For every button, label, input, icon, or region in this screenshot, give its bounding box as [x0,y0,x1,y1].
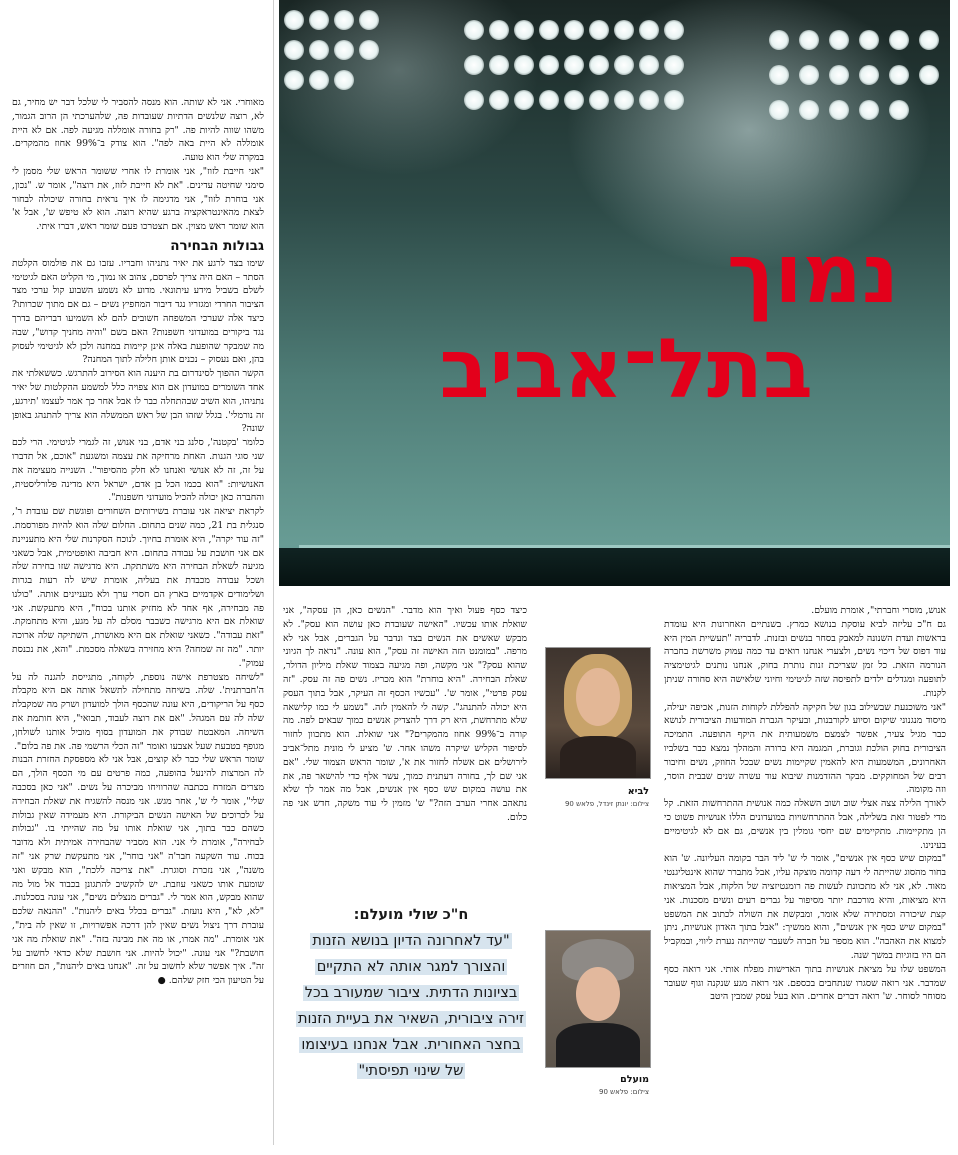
photo-caption-credit: צילום: פלאש 90 [599,1088,649,1096]
left-column [12,96,264,1131]
section-heading: גבולות הבחירה [170,237,264,254]
stage-floor [279,548,950,586]
photo-moalem [545,930,651,1068]
pull-quote [293,904,529,1084]
headline-line-1: נמוך [726,227,899,322]
hero-image [279,0,950,586]
photo-levi [545,647,651,779]
article-intro: מאוחרי. אני לא שותה. הוא מנסה להסביר לי שלכל דבר יש מחיר, גם לא, רוצה שלנשים הדתיות שעובדות פה, שלהערכתי הן הרוב הגמור, משהו שווה להיות פה. "רק בחורה אומללה מגיעה לפה. אם לא היית אומללה לא היית באה לפה". הוא צודק ב־99% אחוז מהמקרים. במקרה שלי הוא טועה. "אני חייבת לזוז", אני אומרת לו אחרי ששומר הראש שלי מסמן לי סימני שחיטה עדינים. "את לא חייבת לזוז, את רוצה", אומר ש. "נכון, אני בוחרת לזוז", אני מדגימה לו איך נראית בחורה שיכולה לבחור לצאת מהאינטראקציה ברגע שהיא רוצה. הוא לא טיפש ש', אבל א' הוא שומר ראש מצוין. אם תצטרכו פעם שומר ראש, דברו איתי. [12,97,264,233]
article-body-middle: כיצד כסף פעול ואיך הוא מדבר. "הנשים כאן, הן עסקה", אני שואלת אותו עכשיו. "האישה שעובדת כאן עושה הוא עסק". לא מבקש שאשים את הנשים בצד ונדבר על הגברים, אבל אני לא מרפה. "במומנט הזה האישה זה עסק", הוא עונה. "נראה לך הגיוני שהוא עסק?" אני מקשה, ופה מגיעה בצמוד שאלת מיליון הדולר, שאלת הבחירה. "היא בוחרת" הוא מכריז. נשים פה זה עסק. "זה עסק פרטי", אומר ש'. "עכשיו הכסף זה העיקר, אבל בתוך העסק היא יכולה להתנהג". קשה לי להאמין לזה. "נשמע לי כמו קלישאה שלא מתרחשת, היא רק דרך להצדיק אנשים כמוך שבאים לפה. מה קורה ב־99% אחוז מהמקרים?" אני שואלת. הוא מתכוון לחזור לסיפור הקליש שיקרה משהו אחר. ש' מציע לי מונית מתל־אביב לירושלים אם אשלח לחזור את א', שומר הראש הצמוד שלי. "אם אני שם לך, בחורה דעתנית כמוך, עשר אלף כדי להישאר פה, את את עושה במקום שש כסף אין אנשים, אבל מה אמר לך שלא נתאהב אחרי הערב הזה?" ש' מזמין לי עוד משקה, חדש אני פה כלום. [283,605,527,823]
headline [279,227,909,420]
photo-caption-credit: צילום: יונתן זינדל, פלאש 90 [564,800,649,808]
right-column [664,604,946,1134]
column-divider [273,0,274,1145]
article-body-right: אנוש, מוסרי וחברתי", אומרת מועלם. גם ח"כ עליזה לביא עוסקת בנושא כמרץ. בשנתיים האחרונות היא עומדת בראשות ועדת השנונה למאבק בסחר בנשים ובזנות. לדבריה "תעשיית המין היא עוד דפוס של דיכוי נשים, ולצערי אנחנו רואים עד כמה עמוק משרשת בחברה הנורמה הזאת. כל זמן שצריכת זנות נותרת בחוק, אנחנו נותנים לגיטימציה לתופעה ומגדלים ילדים לתפיסה שזה לגיטימי וחיוני שלאישה היא סחורה שניתן לקנות. "אני משוכנעת שבשילוב בגון של חקיקה להפללת לקוחות הזנות, אכיפה יעילה, מיסוד מנגנוני שיקום וסיוע לקורבנות, ובעיקר הגברת המודעות הציבורית לנושא כבר מגיל צעיר, אפשר לצמצם משמעותית את היקף התופעה. התמיכה הציבורית בחוק הולכת וגוברת, המגמה היא ברורה והמהלך נמצא כבר בשלביו האחרונים, המשמעות היא להאמין שקיימות נשים שבכל החוזק, נשים וחיבור רבים של המחוקקים. מבקר ההזדמנות שיבוא עוד עשרה שנים שבבית הוסר, וזה מקומה. לאורך הלילה צצה אצלי שוב ושוב השאלה כמה אנושית ההתרחשות הזאת. קל מדי לפטור זאת בשלילה, אבל ההתרחשויות במועדונים הללו אנושיות פשוט כי הן מתקיימות. מתקיימים שם יחסי גומלין בין אנשים, גם אם לא לגיטימיים בעינינו. "במקום שיש כסף אין אנשים", אומר לי ש' ליד הבר בקומה העליונה. ש' הוא בחור מהסוג שהייתה לי דעה קדומה מוצקה עליו, אבל מתברר שהוא אינטליגנטי מאוד. לא, אני לא מתכוונת לעשות פה רומנטיזציה של הלקוח, אבל המציאות היא מציאות, והיא מורכבת יותר מסיפור על גברים רעים ונשים מסכנות. אני קצת שיכורה ומסתירה שלא אומר, ומבקשת את השולה לכתוב את המשפט "במקום שיש כסף אין אנשים", והוא ממשיך: "אבל בתוך האדון אנושיות, ניתן למצוא את האהבה". הוא מספר על חברה לשעבר שהייתה נערת ליווי, ובמקביל הם היו בזוגיות במשך שנה. המשפט שלו על מציאת אנושיות בתוך האדישות מפלח אותי. אני רואה כסף שמדבר. אני רואה שסגרו שנתחבים בכספם. אני רואה מגע שנקנה וגוף שעובר מסוחר לסוחר. ש' רואה דברים אחרים. הוא בעל עסק שמבין היטב [664,605,946,1003]
article-body-left: שימו בצד לרגע את יאיר נתניהו וחבריו. עזבו גם את פולמוס הקלטת הסתר – האם היה צריך לפרסם, צהוב או נמוך, מי הקליט האם לגיטימי לשלם בשביל מידע עיתונאי. מדוע לא נשמע השבוע קול ערכי מצד הציבור החרדי ומגזריו נגד דיבור המחפיץ נשים – גם אם מתוך שכרותו? כיצד אלה שערכי המשפחה חשובים להם לא השמיעו דבריהם בדרך נגד ביקורים במועדוני חשפנות? האם בשם "והיה מחניך קדוש", שבה מה שמבקר שהופעת באלה אינן קיימות במחנה ולכן לא לגיטימי לעסוק בהן, ואם נעסוק – נכנים אותן חלילה לתוך המחנה? הקשר ההפוך לסינדרום בת היענה הוא הסירוב להתרגש. כששאלתי את אחד השומרים במועדון אם הוא צפויה כלל למשמע ההקלטות של יאיר נתניהו, הוא השיב שבהתחלה כבר לו אבל אחר כך אמר לעצמו 'תירגע, זה נורמלי'. בגלל שזהו הבן של ראש הממשלה הוא צריך להתנהג באופן שונה? כלומר 'בקטנה', סלנג בני אדם, בני אנוש, זה לגמרי לגיטימי. הרי לכם שני סוגי הגנות. האחת מרחיקה את עצמה ומשגעת "אוכם, אל תדברו על זה, זה לא אנושי ואנחנו לא חלק מהסיפור". השנייה מעצימה את האנושיות: "הוא בכמו הכל בן אדם, ישראל היא מדינה פלורליסטית, והחברה כאן יכולה להכיל מועדוני חשפנות". לקראת יציאה אני עוברת בשירותים השחורים ופוגשת שם עובדת ר', סנגלית בת 21, כמה שנים בתחום. החלום שלה הוא להיות מפורסמת. "זה עוד יקרה", היא אומרת בחיוך. לנוכח הסקרנות שלי היא מתעניינת אם אני חושבת על עבודה בתחום. היא חביבה ואופטימית, אבל כשאני מגיעה לשאלת הבחירה היא משתתקת. היא מדגישה שזו בחירה שלה ושכל עבודה מכבדת את בעליה, אומרת שיש לה רעות בגרות ושלימודים אקדמיים בארץ הם חסרי ערך ולא מעניינים אותה. "כולנו פה מבחירה, אף אחד לא מחזיק אותנו בכוח", היא מתעקשת. אני שואלת אם היא מרגישה כשבבר מסלם לה על מגע, והיא מתחמקת. "זאת עבודה". כשאני שואלת אם היא מאושרת, השתיקה שלה ארוכה יותר. "מה זה שמחה? היא מחזירה בשאלה מסכמת. "והא, את נכנסת עמוק". "לשיחה מצטרפת אישה נוספת, לקוחה, מתגייסת להגנה לה על ה'חברתנית'. שלה. בשיחה מתחילה לתשאל אותה אם היא מקבלת כסף על הריקודים, היא עונה שהכסף הולך למועדון ושרק מה שמקבלת שלה לה עם המגהל. "אם את רוצה לעבוד, תבואי", היא חותמת את השיחה. המאבטח שבודק את המועדון בסוף מוביל אותנו לשולחן, מגופף בטבעת שעל אצבעו ואומר "זה הכלי הרשמי פה. את פה בלום". שומר הראש שלי כבר לא קוצים, אבל אני לא מספסקת החזרת הבנות לה המרצות להינעל בהופעה, כמה פרטים עם מי הכסף הולך, הם מצרים המזרח בכתבה שהרוויחו מביכרה על נשים. "אני כאן בסכבה שלי", אומר לי ש', אחר מגש. אני מנסה להשגיח את שאלת הבחירה על לכרוכים של האישה הנשים הביקורת. היא מעמידה שאין גבולות כשהם כבר בתוך, אני שואלת אותו על מה שהייתי בו. "גבולות לבחירה", אומרת לי אני. הוא מסביר שהבחירה אמיתית ולא מדובר בכוח. עוד השקעה חבר'ה "אני בוחר", אני מתעקשת שרק אני "זה משנה", אני נזכרת וסוגרת. "את צריכה ללכת", הוא מבקש ואני שומעת אותו כשאני עוזבת. יש להקשיב להתגונן בכבוד אל מול מה שהוא מבקש, הוא אמר לי. "גברים מנצלים נשים", אני עונה בסכלנות. "לא, לא", היא נועזת. "גברים בכלל באים ליהנות". "ההנאה שלכם עוברת דרך ניצול נשים שאין להן דרכה אפשרויות, זו שאין לה בית", אני אומרת. "מה אמרו, או מה את מבינה בזה". "את שואלת מה אני חושבת?" אני עונה. "יכול להיות. אני חושבת שלא כדאי לחשוב על זה". איך אפשר שלא לחשוב על זה. "אנחנו באים ליהנות", הם חוזרים על הטיעון הכי חזק שלהם. ● [12,257,264,987]
photo-caption-name: מועלם [620,1074,649,1085]
page-margin [951,0,958,1155]
photo-caption-name: לביא [627,786,649,797]
pull-quote-text: "עד לאחרונה הדיון בנושא הזנות והצורך למגר אותה לא התקיים בציונות הדתית. ציבור שמעורב בכל זירה ציבורית, השאיר את בעיית הזנות בחצר האחורית. אבל אנחנו בעיצומו של שינוי תפיסתי" [297,933,525,1079]
headline-line-2: בתל־אביב [439,322,813,417]
middle-column [283,604,527,884]
pull-quote-speaker: ח"כ שולי מועלם: [353,907,469,923]
stadium-lights [279,0,950,140]
